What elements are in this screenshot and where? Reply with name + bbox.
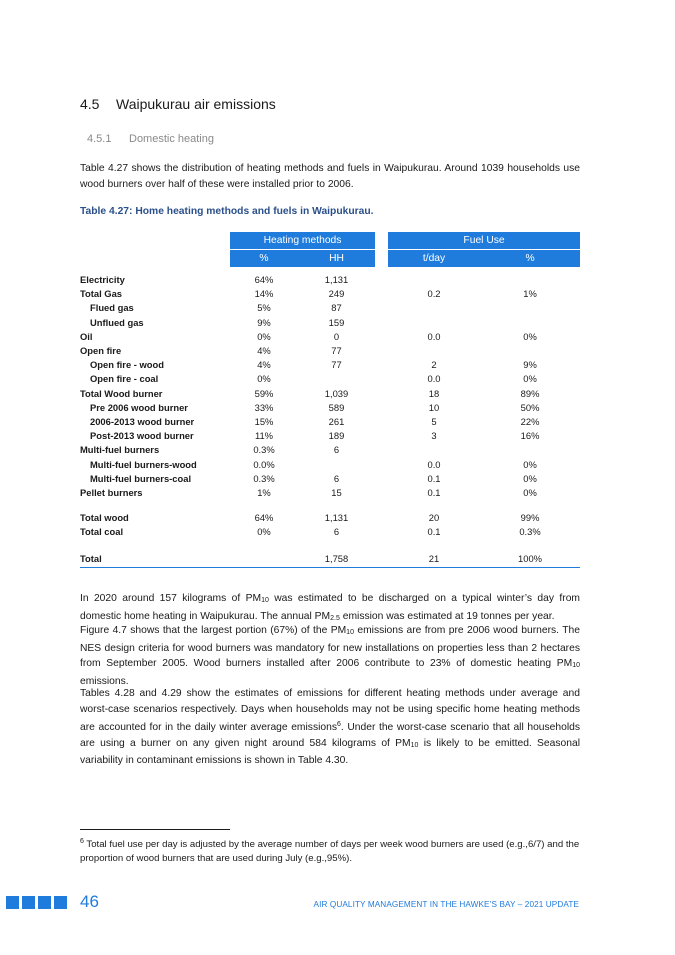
cell-hh: 77: [331, 345, 342, 357]
cell-fuel-pct: 16%: [520, 430, 540, 442]
cell-tday: 0.0: [427, 458, 441, 470]
cell-gap: [375, 316, 388, 330]
section-number: 4.5: [80, 96, 100, 112]
cell-fuel-pct: [480, 344, 580, 358]
col-header-pct: %: [230, 250, 298, 268]
cell-pct: 64%: [254, 512, 274, 524]
cell-fuel-pct: 100%: [480, 551, 580, 568]
cell-pct: 0.3%: [253, 472, 275, 484]
row-label: Multi-fuel burners: [80, 444, 160, 456]
cell-pct: 15%: [254, 416, 274, 428]
cell-tday: 0.2: [427, 288, 441, 300]
row-label: Pellet burners: [80, 487, 143, 499]
table-row: [80, 316, 580, 330]
row-label: Total Wood burner: [80, 387, 163, 399]
tables-reference-paragraph: Tables 4.28 and 4.29 show the estimates of emissions for different heating methods under average and worst-case scenarios respectively. Days when households may not be using specific home heating methods are accounted for in the daily winter average emissions$^6$. Under the worst-case scenario that all households are using a burner on any given night around 584 kilograms of $PM_{10}$ is likely to be emitted. Seasonal variability in contaminant emissions is shown in Table 4.30.: [80, 688, 581, 767]
row-label: 2006-2013 wood burner: [90, 416, 195, 428]
cell-gap: [375, 344, 388, 358]
cell-tday: [388, 267, 480, 287]
row-label: Unflued gas: [90, 316, 144, 328]
cell-hh: 189: [328, 430, 345, 442]
cell-gap: [375, 358, 388, 372]
subsection-heading: [87, 133, 214, 145]
row-label: Total coal: [80, 526, 124, 538]
cell-gap: [375, 287, 388, 301]
cell-hh: [298, 458, 375, 472]
table-row: [80, 458, 580, 472]
table-row: [80, 401, 580, 415]
heating-methods-table: [80, 232, 580, 568]
cell-pct: 4%: [257, 359, 271, 371]
col-header-fuel-pct: %: [480, 250, 580, 268]
table-row: [80, 551, 580, 568]
col-header-tday: t/day: [388, 250, 480, 268]
heating-methods-header: Heating methods: [230, 232, 375, 250]
cell-tday: [388, 316, 480, 330]
cell-pct: 14%: [254, 288, 274, 300]
cell-hh: [298, 372, 375, 386]
cell-gap: [375, 511, 388, 525]
cell-gap: [375, 401, 388, 415]
section-title: Waipukurau air emissions: [116, 96, 276, 112]
row-label: Total wood: [80, 512, 129, 524]
row-label: Total: [80, 551, 230, 568]
cell-gap: [375, 330, 388, 344]
cell-tday: 0.1: [427, 526, 441, 538]
cell-pct: 4%: [257, 345, 271, 357]
cell-gap: [375, 429, 388, 443]
cell-pct: 11%: [254, 430, 274, 442]
cell-pct: 9%: [257, 316, 271, 328]
cell-gap: [375, 551, 388, 568]
cell-hh: 6: [333, 526, 340, 538]
cell-pct: 0%: [257, 330, 271, 342]
running-footer-title: AIR QUALITY MANAGEMENT IN THE HAWKE’S BAY – 2021 UPDATE: [313, 900, 579, 909]
cell-fuel-pct: 0%: [523, 330, 537, 342]
cell-fuel-pct: 9%: [523, 359, 537, 371]
cell-tday: 0.0: [427, 330, 441, 342]
cell-pct: 0%: [257, 373, 271, 385]
cell-fuel-pct: 0%: [523, 472, 537, 484]
cell-fuel-pct: [480, 267, 580, 287]
row-label: Multi-fuel burners-wood: [90, 458, 197, 470]
cell-pct: 5%: [257, 302, 271, 314]
footnote: $^6$ Total fuel use per day is adjusted by the average number of days per week wood burners are used (e.g.,6/7) and the proportion of wood burners that are used during July (e.g.,95%).: [80, 838, 580, 864]
cell-hh: 589: [328, 401, 345, 413]
cell-tday: 0.1: [427, 472, 441, 484]
cell-pct: 33%: [254, 401, 274, 413]
row-label: Open fire - wood: [90, 359, 164, 371]
table-row: [80, 486, 580, 500]
cell-gap: [375, 486, 388, 500]
cell-hh: 87: [331, 302, 342, 314]
cell-hh: 77: [331, 359, 342, 371]
cell-fuel-pct: 0%: [523, 487, 537, 499]
table-row: [80, 301, 580, 315]
cell-hh: 261: [328, 416, 345, 428]
row-label: Open fire - coal: [90, 373, 159, 385]
cell-fuel-pct: [480, 301, 580, 315]
cell-pct: 59%: [254, 387, 274, 399]
cell-hh: 0: [333, 330, 340, 342]
cell-fuel-pct: 50%: [520, 401, 540, 413]
footnote-marker: 6: [337, 721, 341, 729]
row-label: Oil: [80, 330, 93, 342]
cell-pct: 0.0%: [253, 458, 275, 470]
cell-gap: [375, 458, 388, 472]
cell-tday: [388, 344, 480, 358]
cell-tday: 5: [431, 416, 437, 428]
cell-tday: 3: [431, 430, 437, 442]
cell-pct: 64%: [254, 274, 274, 285]
cell-gap: [375, 443, 388, 457]
cell-fuel-pct: 0%: [523, 458, 537, 470]
cell-hh: 1,039: [324, 387, 349, 399]
row-label: Pre 2006 wood burner: [90, 401, 188, 413]
table-caption: Table 4.27: Home heating methods and fuels in Waipukurau.: [80, 206, 374, 217]
cell-pct: 0.3%: [253, 444, 275, 456]
col-header-hh: HH: [298, 250, 375, 268]
table-row: [80, 387, 580, 401]
row-label: Post-2013 wood burner: [90, 430, 194, 442]
table-row: [80, 511, 580, 525]
cell-tday: 2: [431, 359, 437, 371]
cell-pct: [230, 551, 298, 568]
cell-tday: 0.1: [427, 487, 441, 499]
cell-gap: [375, 525, 388, 539]
cell-hh: 15: [331, 487, 342, 499]
cell-fuel-pct: [480, 443, 580, 457]
footnote-divider: [80, 829, 230, 830]
cell-fuel-pct: 0%: [523, 373, 537, 385]
section-heading: [80, 96, 276, 112]
cell-fuel-pct: [480, 316, 580, 330]
cell-pct: 0%: [257, 526, 271, 538]
cell-tday: 21: [388, 551, 480, 568]
cell-fuel-pct: 99%: [520, 512, 540, 524]
table-row: [80, 344, 580, 358]
table-row: [80, 415, 580, 429]
cell-fuel-pct: 89%: [520, 387, 540, 399]
cell-tday: [388, 443, 480, 457]
table-row: [80, 287, 580, 301]
row-label: Open fire: [80, 345, 122, 357]
fuel-use-header: Fuel Use: [388, 232, 580, 250]
cell-hh: 6: [333, 444, 340, 456]
cell-gap: [375, 372, 388, 386]
cell-tday: 10: [428, 401, 440, 413]
cell-gap: [375, 415, 388, 429]
subsection-number: 4.5.1: [87, 133, 112, 145]
cell-hh: 159: [328, 316, 345, 328]
cell-hh: 1,131: [324, 512, 349, 524]
table-row: [80, 429, 580, 443]
cell-gap: [375, 387, 388, 401]
table-row: [80, 472, 580, 486]
table-row: [80, 358, 580, 372]
cell-hh: 6: [333, 472, 340, 484]
cell-hh: 1,131: [324, 274, 349, 285]
cell-hh: 249: [328, 288, 345, 300]
cell-hh: 1,758: [298, 551, 375, 568]
cell-gap: [375, 267, 388, 287]
cell-tday: [388, 301, 480, 315]
cell-fuel-pct: 22%: [520, 416, 540, 428]
cell-gap: [375, 301, 388, 315]
table-row: [80, 443, 580, 457]
page-number: 46: [80, 892, 99, 911]
cell-pct: 1%: [257, 487, 271, 499]
table-row: [80, 267, 580, 287]
row-label: Flued gas: [90, 302, 134, 314]
cell-fuel-pct: 1%: [523, 288, 537, 300]
row-label: Electricity: [80, 274, 125, 285]
table-row: [80, 372, 580, 386]
cell-tday: 0.0: [427, 373, 441, 385]
intro-paragraph: Table 4.27 shows the distribution of heating methods and fuels in Waipukurau. Around 1039 households use wood burners over half of these were installed prior to 2006.: [80, 163, 580, 190]
pm-emissions-paragraph: In 2020 around 157 kilograms of $PM_{10}$ was estimated to be discharged on a typical winter’s day from domestic home heating in Waipukurau. The annual $PM_{2.5}$ emission was estimated at 19 tonnes per year.: [80, 593, 581, 622]
subsection-title: Domestic heating: [129, 133, 214, 145]
table-row: [80, 330, 580, 344]
cell-gap: [375, 472, 388, 486]
cell-tday: 20: [428, 512, 440, 524]
figure-reference-paragraph: Figure 4.7 shows that the largest portion (67%) of the $PM_{10}$ emissions are from pre 2006 wood burners. The NES design criteria for wood burners was mandatory for new installations on properties less than 2 hectares from September 2005. Wood burners installed after 2006 contribute to 23% of domestic heating $PM_{10}$ emissions.: [80, 625, 580, 687]
table-row: [80, 525, 580, 539]
cell-fuel-pct: 0.3%: [519, 526, 541, 538]
row-label: Multi-fuel burners-coal: [90, 472, 192, 484]
footer-squares-decoration: [6, 896, 67, 909]
table-body: [80, 267, 580, 567]
cell-tday: 18: [428, 387, 440, 399]
row-label: Total Gas: [80, 288, 123, 300]
